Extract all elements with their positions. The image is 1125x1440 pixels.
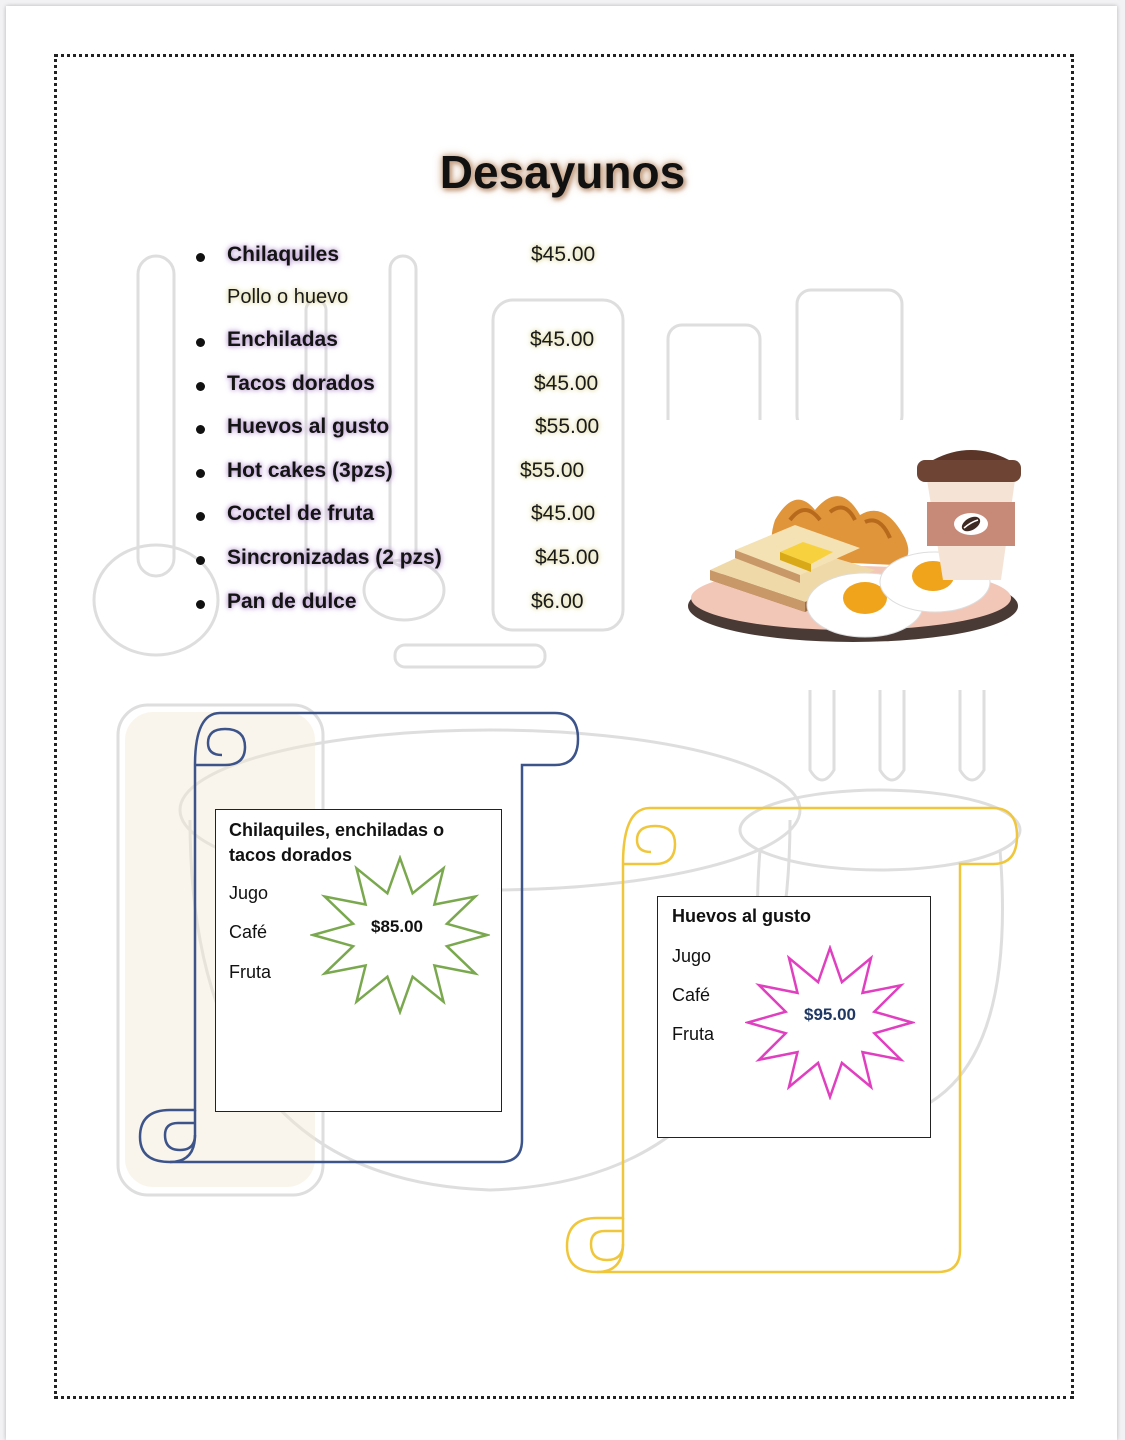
combo-include: Fruta — [229, 962, 272, 982]
chilaquiles-note: Pollo o huevo — [227, 286, 349, 308]
combo-title: Huevos al gusto — [672, 906, 812, 926]
combo-include: Fruta — [672, 1024, 715, 1044]
item-name: Tacos dorados — [227, 372, 375, 395]
bullet-icon — [196, 338, 205, 347]
bullet-icon — [196, 382, 205, 391]
bullet-icon — [196, 469, 205, 478]
item-price: $6.00 — [531, 590, 584, 613]
item-name: Hot cakes (3pzs) — [227, 459, 393, 482]
bullet-icon — [196, 425, 205, 434]
bullet-icon — [196, 253, 205, 262]
combo-price: $85.00 — [371, 917, 423, 936]
combo-title: Chilaquiles, enchiladas o tacos dorados — [229, 820, 445, 865]
item-price: $55.00 — [535, 415, 600, 438]
item-price: $45.00 — [530, 328, 595, 351]
item-name: Chilaquiles — [227, 243, 340, 266]
item-name: Huevos al gusto — [227, 415, 390, 438]
combo-include: Café — [672, 985, 711, 1005]
item-name: Sincronizadas (2 pzs) — [227, 546, 442, 569]
item-price: $45.00 — [531, 243, 596, 266]
bullet-icon — [196, 556, 205, 565]
combo-include: Café — [229, 922, 268, 942]
breakfast-illustration-icon — [665, 420, 1025, 670]
item-price: $45.00 — [535, 546, 600, 569]
item-name: Enchiladas — [227, 328, 338, 351]
combo-price: $95.00 — [804, 1005, 856, 1024]
item-price: $45.00 — [531, 502, 596, 525]
menu-title: Desayunos — [439, 146, 686, 198]
bullet-icon — [196, 512, 205, 521]
combo-include: Jugo — [672, 946, 712, 966]
item-name: Coctel de fruta — [227, 502, 375, 525]
combo-include: Jugo — [229, 883, 269, 903]
item-price: $45.00 — [534, 372, 599, 395]
item-price: $55.00 — [520, 459, 585, 482]
bullet-icon — [196, 600, 205, 609]
item-name: Pan de dulce — [227, 590, 357, 613]
